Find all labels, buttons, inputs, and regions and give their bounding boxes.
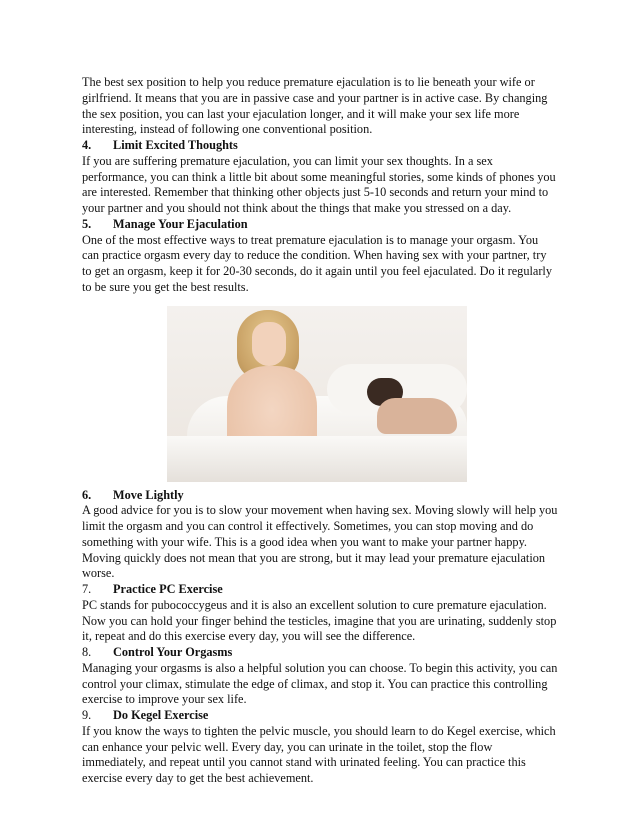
section-8-title: Control Your Orgasms xyxy=(113,645,233,659)
man-body-shape xyxy=(377,398,457,434)
section-4-title: Limit Excited Thoughts xyxy=(113,138,238,152)
section-5-number: 5. xyxy=(82,216,92,231)
section-9-number: 9. xyxy=(82,708,92,722)
section-5-body: One of the most effective ways to treat premature ejaculation is to manage your orgasm. You can practice orgasm every day to reduce the condition. When having sex with your partner, try to get an orgasm, keep it for 20-30 seconds, do it again until you feel ejaculated. Do it regularly to be sure you get the best results. xyxy=(82,232,552,294)
section-9-body: If you know the ways to tighten the pelvic muscle, you should learn to do Kegel exercise, which can enhance your pelvic well. Every day, you can urinate in the toilet, stop the flow immediately, and repeat until you cannot stand with urinated feeling. You can practice this exercise every day to get the best achievement. xyxy=(82,723,556,785)
section-9-heading xyxy=(82,708,558,724)
section-7-number: 7. xyxy=(82,582,92,596)
section-6-number: 6. xyxy=(82,487,92,502)
woman-face-shape xyxy=(252,322,286,366)
section-4-body: If you are suffering premature ejaculation, you can limit your sex thoughts. In a sex performance, you can think a little bit about some meaningful stories, some kinds of phones you are interested. Remember that thinking other objects just 5-10 seconds and return your mind to your partner and you should not think about the things that make you stressed on a day. xyxy=(82,153,556,215)
section-7-heading xyxy=(82,582,558,598)
bed-sheet-shape xyxy=(167,436,467,482)
section-7-title: Practice PC Exercise xyxy=(113,582,223,596)
section-4-heading xyxy=(82,138,558,154)
section-6-heading xyxy=(82,488,558,504)
document-page xyxy=(82,75,558,787)
section-8-body: Managing your orgasms is also a helpful solution you can choose. To begin this activity, you can control your climax, stimulate the edge of climax, and stop it. You can practice this controlling exercise to improve your sex life. xyxy=(82,660,558,707)
section-8-number: 8. xyxy=(82,645,92,659)
couple-in-bed-photo xyxy=(167,306,467,482)
section-5-heading xyxy=(82,217,558,233)
section-8-heading xyxy=(82,645,558,661)
section-7-body: PC stands for pubococcygeus and it is also an excellent solution to cure premature ejaculation. Now you can hold your finger behind the testicles, imagine that you are urinating, suddenly stop it, repeat and do this exercise every day, you will see the difference. xyxy=(82,597,557,644)
section-6-title: Move Lightly xyxy=(113,487,184,502)
section-9-title: Do Kegel Exercise xyxy=(113,708,209,722)
section-4-number: 4. xyxy=(82,138,92,152)
section-5-title: Manage Your Ejaculation xyxy=(113,216,248,231)
intro-paragraph: The best sex position to help you reduce premature ejaculation is to lie beneath your wife or girlfriend. It means that you are in passive case and your partner is in active case. By changing the sex position, you can last your ejaculation longer, and it will make your sex life more interesting, instead of following one conventional position. xyxy=(82,75,548,137)
section-6-body: A good advice for you is to slow your movement when having sex. Moving slowly will help you limit the orgasm and you can control it effectively. Sometimes, you can stop moving and do something with your wife. This is a good idea when you want to make your partner happy. Moving quickly does not mean that you are strong, but it may lead your premature ejaculation worse. xyxy=(82,503,558,581)
